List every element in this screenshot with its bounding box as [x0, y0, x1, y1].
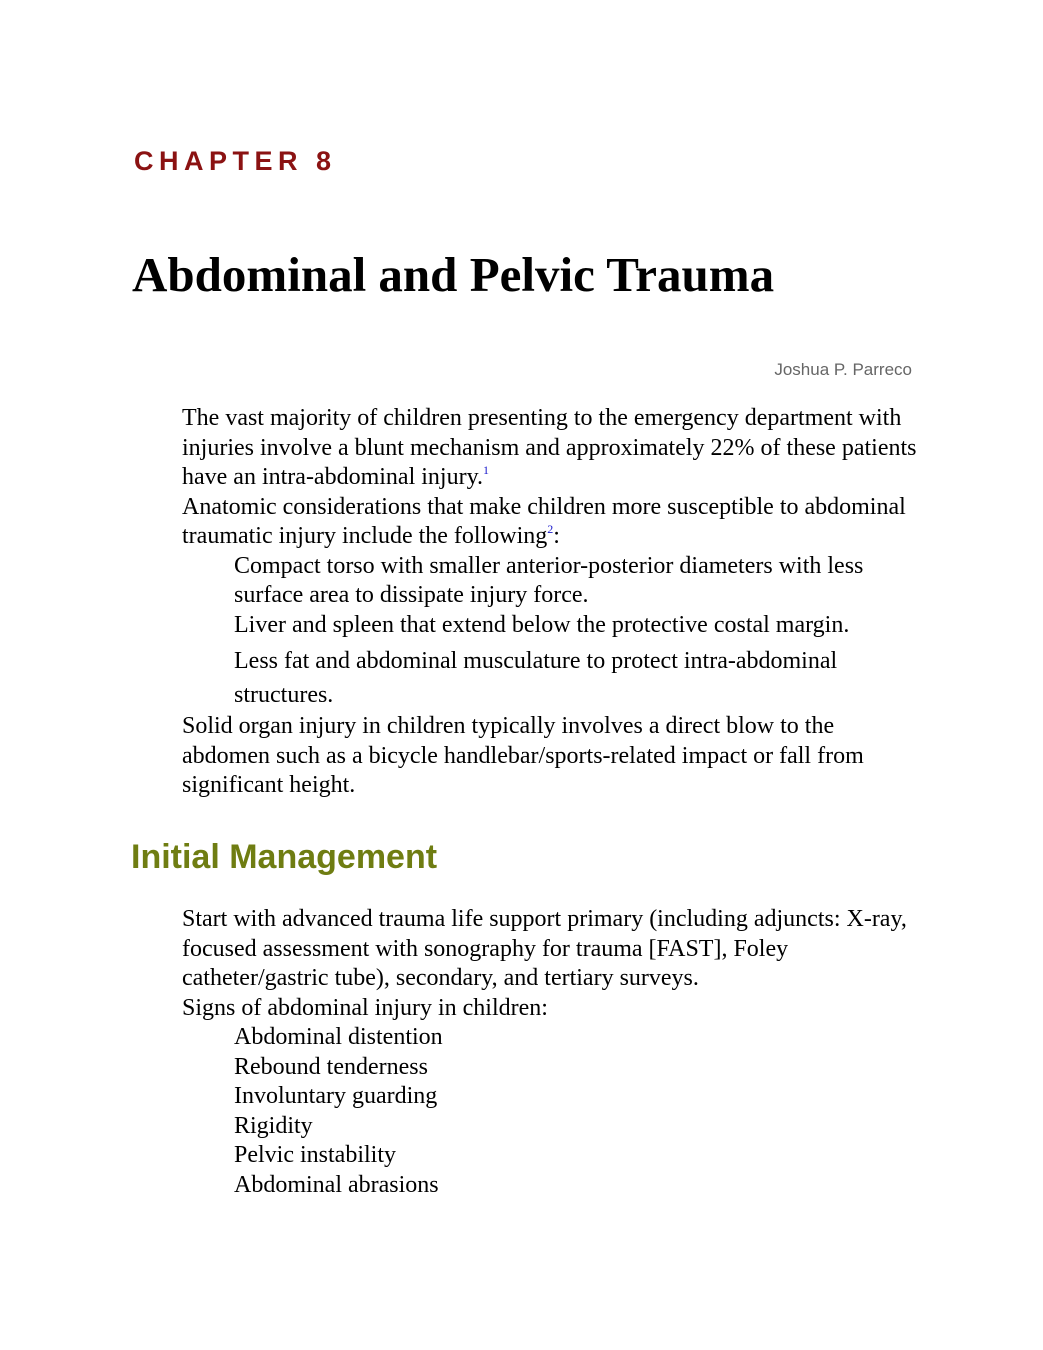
- chapter-title: Abdominal and Pelvic Trauma: [132, 247, 775, 302]
- list-item: Abdominal distention: [234, 1024, 443, 1050]
- intro-paragraph-3: Solid organ injury in children typically involves a direct blow to the abdomen such as a bicycle handlebar/sports-related impact or fall from significant height.: [182, 713, 864, 798]
- list-item: Abdominal abrasions: [234, 1171, 439, 1198]
- intro-paragraph-2: [182, 493, 922, 552]
- list-item: Pelvic instability: [234, 1142, 396, 1168]
- intro-paragraph-1: [182, 404, 922, 493]
- intro-paragraph-2-text: Anatomic considerations that make children more susceptible to abdominal traumatic injury include the following: [182, 493, 906, 549]
- intro-paragraph-1-text: The vast majority of children presenting to the emergency department with injuries involve a blunt mechanism and approximately 22% of these patients have an intra-abdominal injury.: [182, 405, 917, 490]
- list-item: Involuntary guarding: [234, 1083, 438, 1109]
- initial-management-section: [182, 905, 922, 1200]
- section-heading-initial-management: Initial Management: [131, 838, 438, 876]
- list-item: Rebound tenderness: [234, 1053, 428, 1080]
- management-paragraph-1: Start with advanced trauma life support primary (including adjuncts: X-ray, focused assessment with sonography for trauma [FAST], Foley catheter/gastric tube), secondary, and tertiary surveys.: [182, 906, 907, 991]
- consideration-item: Compact torso with smaller anterior-posterior diameters with less surface area to dissipate injury force.: [234, 552, 864, 608]
- consideration-item: Liver and spleen that extend below the protective costal margin.: [234, 611, 850, 638]
- reference-1-link[interactable]: 1: [483, 463, 490, 477]
- chapter-label: CHAPTER 8: [134, 146, 337, 176]
- reference-2-link[interactable]: 2: [547, 522, 554, 536]
- author-name: Joshua P. Parreco: [774, 360, 912, 379]
- intro-paragraph-2-suffix: :: [553, 523, 560, 549]
- consideration-item: Less fat and abdominal musculature to protect intra-abdominal structures.: [234, 648, 838, 708]
- list-item: Rigidity: [234, 1112, 313, 1139]
- intro-section: [182, 404, 922, 801]
- signs-list: [182, 1023, 922, 1200]
- signs-intro: Signs of abdominal injury in children:: [182, 994, 548, 1021]
